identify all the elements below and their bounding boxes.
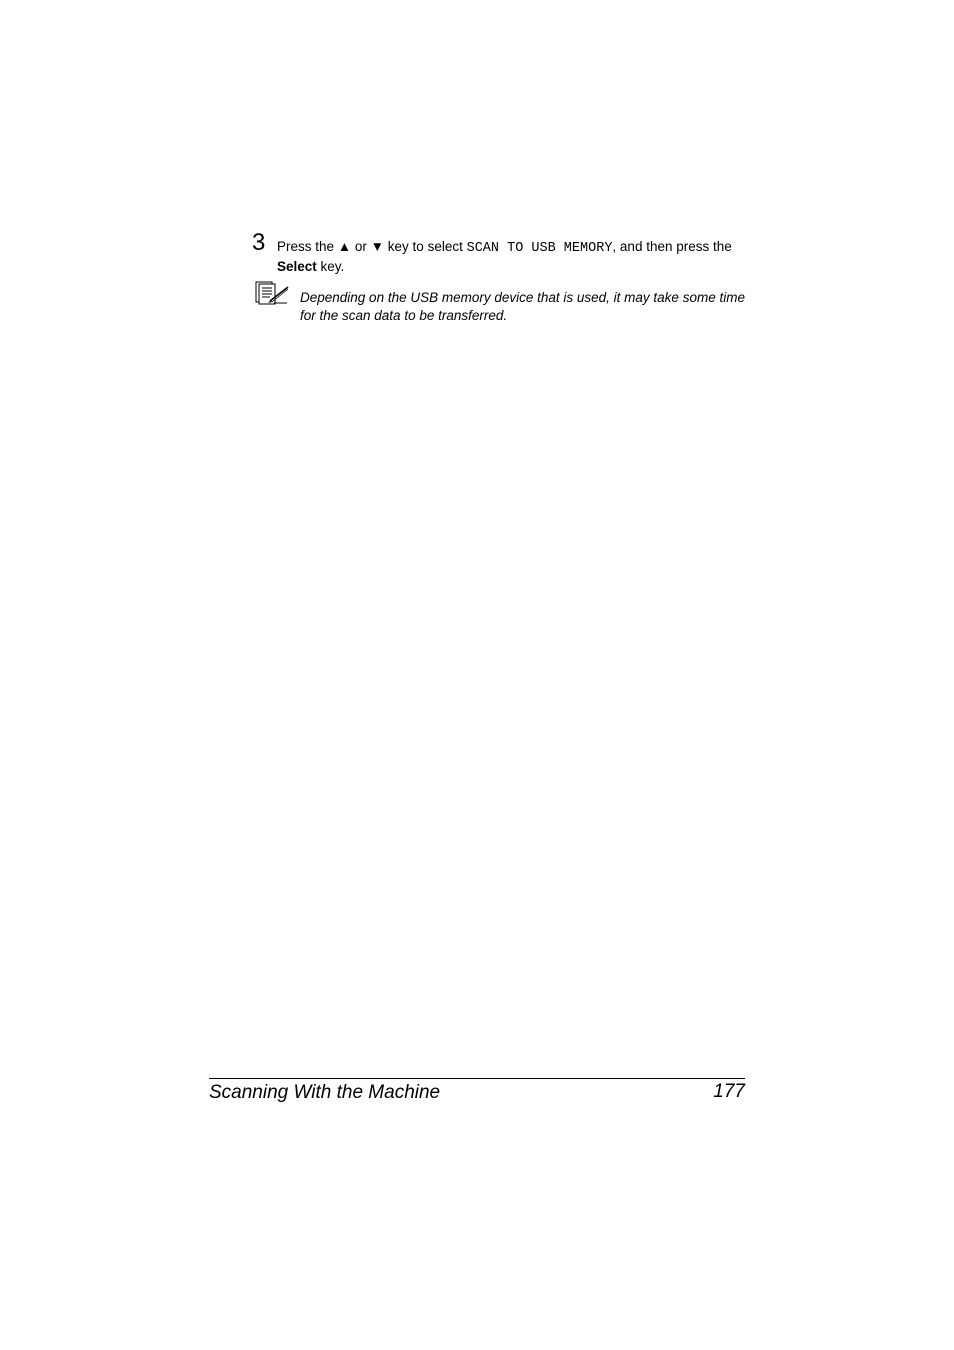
- page-number: 177: [713, 1081, 745, 1102]
- step-text-key-end: key.: [316, 259, 345, 274]
- menu-item-name: SCAN TO USB MEMORY: [466, 241, 613, 256]
- footer-divider: [209, 1078, 745, 1079]
- up-arrow-icon: ▲: [337, 239, 352, 254]
- footer-section-title: Scanning With the Machine: [209, 1082, 441, 1103]
- step-text-key-to-select: key to select: [384, 239, 467, 254]
- step-text-press: Press the: [277, 239, 338, 254]
- step-instruction: [277, 238, 747, 276]
- down-arrow-icon: ▼: [370, 239, 385, 254]
- select-key-name: Select: [277, 259, 317, 274]
- note-pencil-icon: [254, 281, 290, 305]
- note-text: Depending on the USB memory device that is used, it may take some time for the scan data to be transferred.: [300, 290, 745, 323]
- step-text-and-then: , and then press the: [612, 239, 732, 254]
- step-number: 3: [252, 229, 266, 256]
- step-text-or: or: [351, 239, 371, 254]
